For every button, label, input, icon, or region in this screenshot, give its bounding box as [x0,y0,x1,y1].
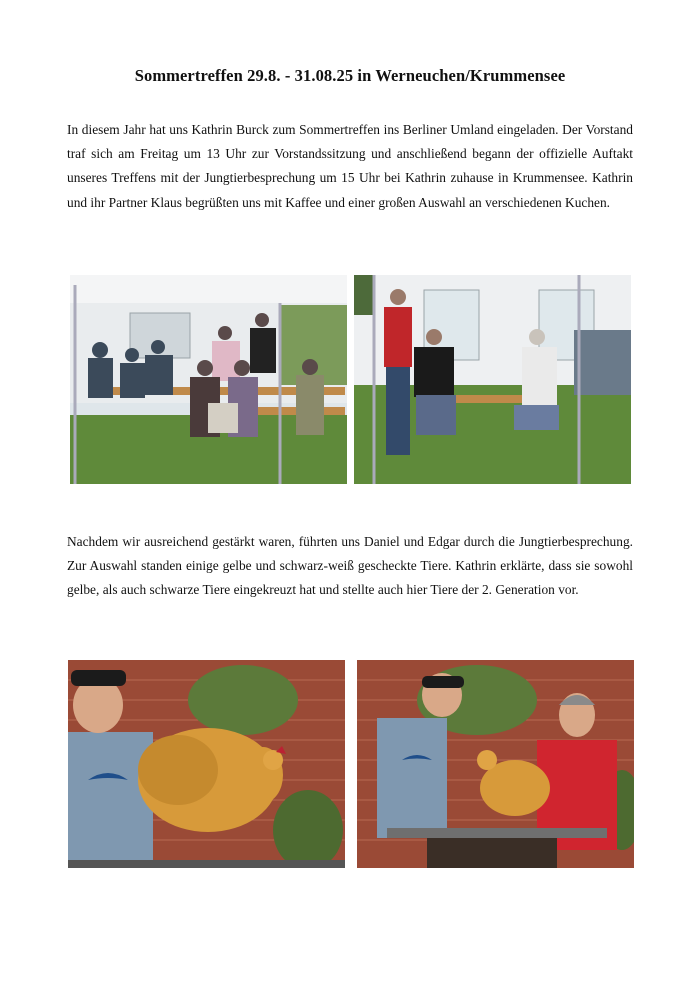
photo-table-conversation [354,275,631,484]
paragraph-intro: In diesem Jahr hat uns Kathrin Burck zum Sommertreffen ins Berliner Umland eingeladen. Der Vorstand traf sich am Freitag um 13 Uhr zur Vorstandssitzung und anschließend begann der offizielle Auftakt unseres Treffens mit der Jungtierbesprechung um 15 Uhr bei Kathrin zuhause in Krummensee. Kathrin und ihr Partner Klaus begrüßten uns mit Kaffee und einer großen Auswahl an verschiedenen Kuchen. [67,122,633,210]
page-title: Sommertreffen 29.8. - 31.08.25 in Werneuchen/Krummensee [134,66,566,85]
photo-man-with-chicken [68,660,345,868]
photo-two-men-with-chicken [357,660,634,868]
paragraph-jungtierbesprechung: Nachdem wir ausreichend gestärkt waren, führten uns Daniel und Edgar durch die Jungtierbesprechung. Zur Auswahl standen einige gelbe und schwarz-weiß gescheckte Tiere. Kathrin erklärte, dass sie sowohl gelbe, als auch schwarze Tiere eingekreuzt hat und stellte auch hier Tiere der 2. Generation vor. [67,534,633,598]
photo-group-under-tent [70,275,347,484]
